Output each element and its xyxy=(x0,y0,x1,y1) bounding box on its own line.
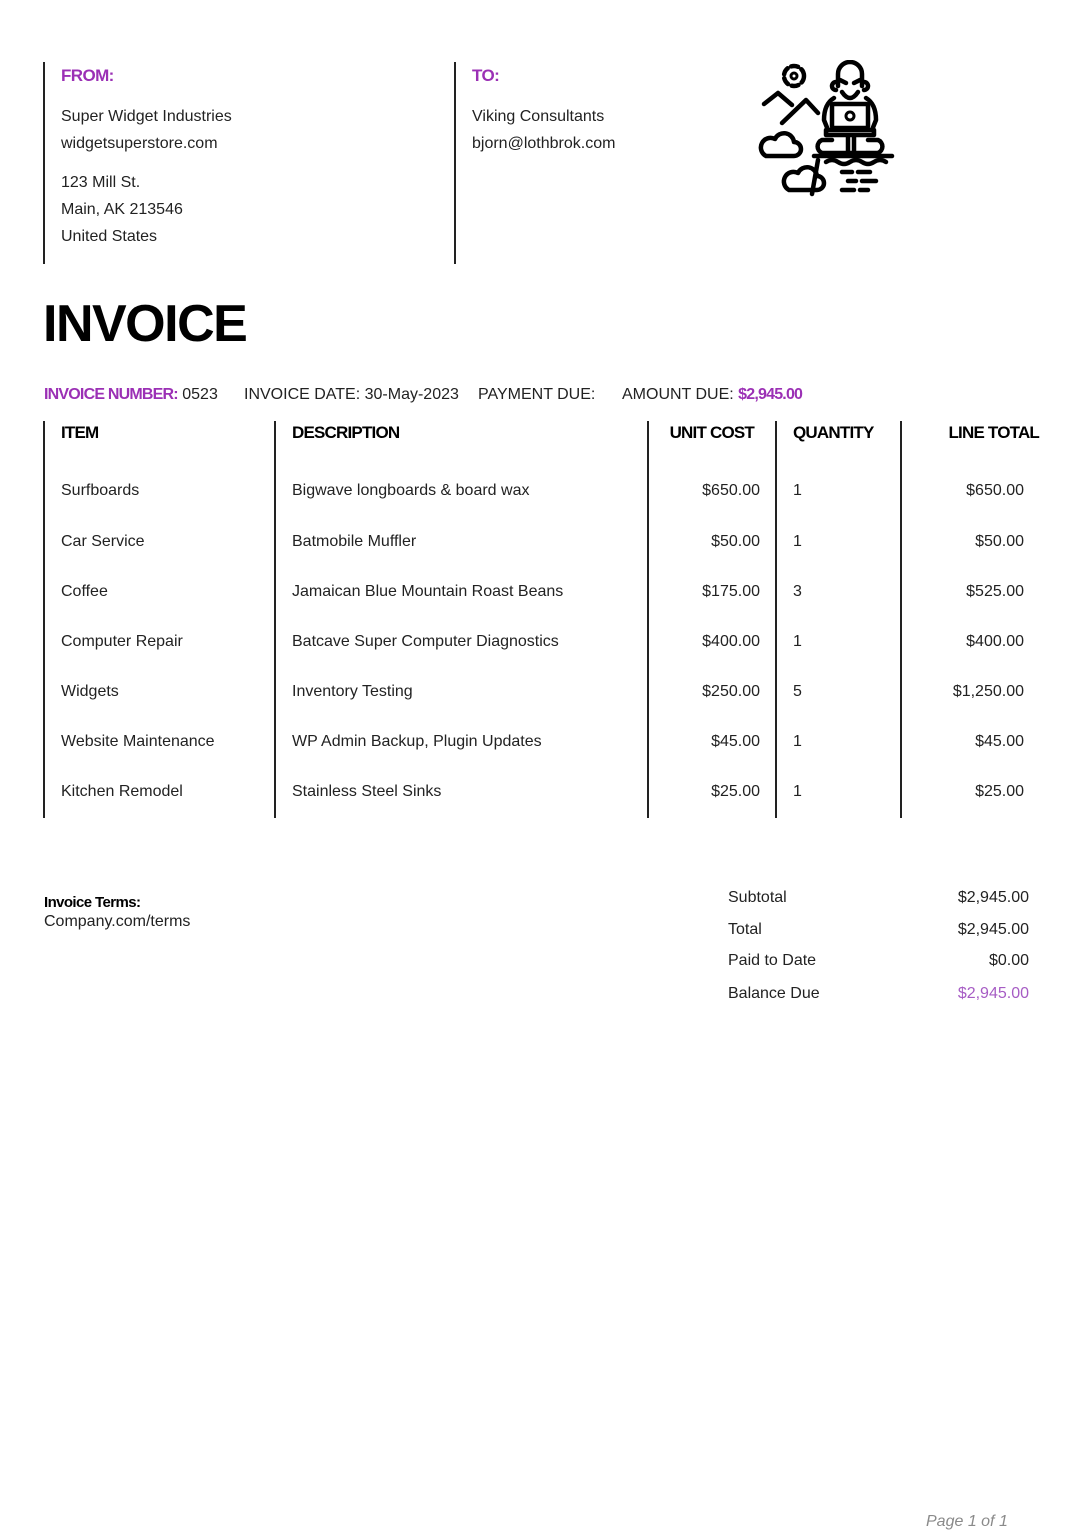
table-divider-qty xyxy=(900,421,902,818)
page-number: Page 1 of 1 xyxy=(926,1513,1008,1530)
cell-unit-cost: $45.00 xyxy=(711,733,760,750)
cell-quantity: 1 xyxy=(793,533,802,550)
cell-quantity: 1 xyxy=(793,783,802,800)
cell-description: WP Admin Backup, Plugin Updates xyxy=(292,733,542,750)
cell-item: Surfboards xyxy=(61,482,140,499)
terms-link[interactable]: Company.com/terms xyxy=(44,913,191,930)
from-address xyxy=(61,103,232,250)
amount-due-field xyxy=(622,386,802,404)
from-label: FROM: xyxy=(61,66,114,85)
invoice-number-label: INVOICE NUMBER: xyxy=(44,386,178,403)
cell-item: Kitchen Remodel xyxy=(61,783,183,800)
cell-item: Website Maintenance xyxy=(61,733,215,750)
subtotal-value: $2,945.00 xyxy=(957,889,1029,906)
table-divider-desc xyxy=(647,421,649,818)
invoice-meta xyxy=(44,386,218,404)
balance-due-label: Balance Due xyxy=(728,985,820,1002)
header-line-total: LINE TOTAL xyxy=(948,423,1039,442)
cell-unit-cost: $25.00 xyxy=(711,783,760,800)
cell-quantity: 1 xyxy=(793,733,802,750)
paid-to-date-value: $0.00 xyxy=(988,952,1029,969)
from-city: Main, AK 213546 xyxy=(61,201,183,218)
payment-due-field xyxy=(478,386,595,404)
invoice-date-label: INVOICE DATE: xyxy=(244,386,361,403)
cell-quantity: 5 xyxy=(793,683,802,700)
table-divider-cost xyxy=(775,421,777,818)
cell-item: Coffee xyxy=(61,583,108,600)
cell-item: Car Service xyxy=(61,533,145,550)
cell-line-total: $525.00 xyxy=(966,583,1024,600)
cell-description: Jamaican Blue Mountain Roast Beans xyxy=(292,583,564,600)
cell-quantity: 1 xyxy=(793,633,802,650)
cell-item: Widgets xyxy=(61,683,119,700)
viking-with-laptop-icon xyxy=(756,60,896,198)
amount-due: $2,945.00 xyxy=(738,386,803,403)
cell-quantity: 3 xyxy=(793,583,802,600)
cell-description: Batcave Super Computer Diagnostics xyxy=(292,633,559,650)
cell-description: Stainless Steel Sinks xyxy=(292,783,442,800)
invoice-date-field xyxy=(244,386,459,404)
from-country: United States xyxy=(61,228,158,245)
cell-quantity: 1 xyxy=(793,482,802,499)
to-email: bjorn@lothbrok.com xyxy=(472,135,616,152)
to-address xyxy=(472,103,615,157)
header-item: ITEM xyxy=(61,423,99,442)
table-divider-item xyxy=(274,421,276,818)
to-label: TO: xyxy=(472,66,500,85)
cell-line-total: $1,250.00 xyxy=(952,683,1024,700)
to-company: Viking Consultants xyxy=(472,108,605,125)
cell-unit-cost: $250.00 xyxy=(702,683,760,700)
header-unit-cost: UNIT COST xyxy=(669,423,754,442)
table-divider-left xyxy=(43,421,45,818)
subtotal-label: Subtotal xyxy=(728,889,787,906)
cell-description: Inventory Testing xyxy=(292,683,413,700)
terms-label: Invoice Terms: xyxy=(44,894,141,911)
page-title: INVOICE xyxy=(43,295,247,353)
from-street: 123 Mill St. xyxy=(61,174,141,191)
cell-line-total: $45.00 xyxy=(975,733,1024,750)
from-divider xyxy=(43,62,45,264)
cell-item: Computer Repair xyxy=(61,633,183,650)
from-company: Super Widget Industries xyxy=(61,108,232,125)
invoice-date: 30-May-2023 xyxy=(364,386,459,403)
payment-due-label: PAYMENT DUE: xyxy=(478,386,596,403)
from-website: widgetsuperstore.com xyxy=(61,135,218,152)
header-quantity: QUANTITY xyxy=(793,423,874,442)
cell-unit-cost: $175.00 xyxy=(702,583,760,600)
amount-due-label: AMOUNT DUE: xyxy=(622,386,734,403)
cell-description: Bigwave longboards & board wax xyxy=(292,482,530,499)
cell-line-total: $50.00 xyxy=(975,533,1024,550)
total-label: Total xyxy=(728,921,762,938)
header-description: DESCRIPTION xyxy=(292,423,400,442)
total-value: $2,945.00 xyxy=(957,921,1029,938)
to-divider xyxy=(454,62,456,264)
cell-line-total: $400.00 xyxy=(966,633,1024,650)
cell-description: Batmobile Muffler xyxy=(292,533,417,550)
balance-due-value: $2,945.00 xyxy=(957,985,1029,1002)
cell-unit-cost: $400.00 xyxy=(702,633,760,650)
cell-unit-cost: $650.00 xyxy=(702,482,760,499)
cell-line-total: $650.00 xyxy=(966,482,1024,499)
invoice-number: 0523 xyxy=(182,386,218,403)
cell-unit-cost: $50.00 xyxy=(711,533,760,550)
paid-to-date-label: Paid to Date xyxy=(728,952,817,969)
cell-line-total: $25.00 xyxy=(975,783,1024,800)
